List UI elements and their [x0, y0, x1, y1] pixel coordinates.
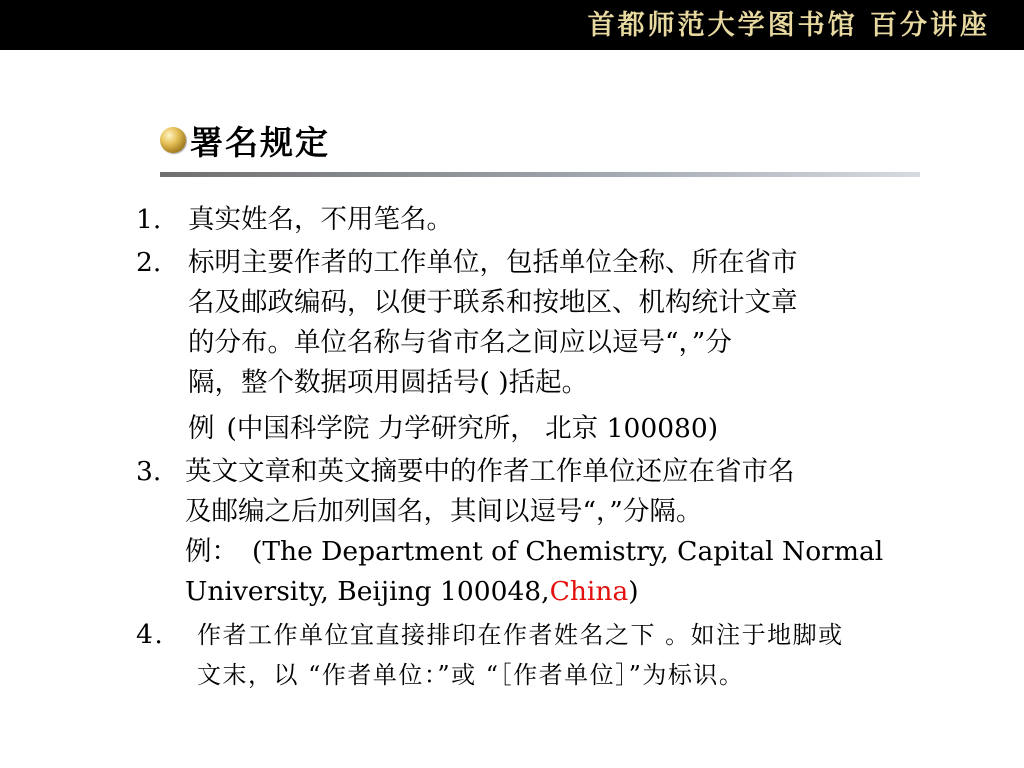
- header-bar: [0, 0, 1024, 50]
- item-line: 的分布。单位名称与省市名之间应以逗号“，”分: [188, 327, 732, 358]
- item-line: 隔，整个数据项用圆括号( )括起。: [188, 367, 589, 398]
- section-heading: [160, 118, 330, 162]
- heading-divider: [160, 172, 920, 177]
- example-line: [133, 409, 993, 449]
- item-number: 4.: [136, 619, 165, 650]
- example-line-english-2: [185, 572, 993, 612]
- example-text-close: ): [628, 576, 639, 607]
- list-item-1: [133, 200, 993, 240]
- gold-sphere-bullet-icon: [160, 127, 186, 153]
- item-line: 真实姓名，不用笔名。: [188, 204, 453, 235]
- item-number: 3.: [136, 456, 162, 487]
- section-title: 署名规定: [190, 122, 330, 162]
- rules-list: [133, 200, 993, 695]
- example-label: 例: [188, 413, 215, 444]
- item-line: 名及邮政编码，以便于联系和按地区、机构统计文章: [188, 287, 798, 318]
- example-text: (中国科学院 力学研究所， 北京 100080): [226, 413, 719, 444]
- list-item-3: [133, 452, 993, 612]
- header-title: 首都师范大学图书馆 百分讲座: [587, 10, 990, 41]
- example-text: (The Department of Chemistry, Capital Normal: [252, 536, 884, 567]
- item-number: 2.: [136, 247, 162, 278]
- example-label: 例：: [185, 536, 238, 567]
- item-line: 英文文章和英文摘要中的作者工作单位还应在省市名: [185, 456, 795, 487]
- example-line-english: [185, 532, 993, 572]
- list-item-2: [133, 243, 993, 403]
- item-line: 文末，以 “作者单位：”或 “［作者单位］”为标识。: [197, 661, 745, 689]
- item-line: 作者工作单位宜直接排印在作者姓名之下 。如注于地脚或: [197, 621, 844, 649]
- country-highlight: China: [549, 576, 629, 607]
- list-item-4: [133, 615, 993, 695]
- item-number: 1.: [136, 204, 162, 235]
- example-text: University, Beijing 100048,: [185, 576, 550, 607]
- item-line: 标明主要作者的工作单位，包括单位全称、所在省市: [188, 247, 798, 278]
- item-line: 及邮编之后加列国名，其间以逗号“，”分隔。: [185, 496, 703, 527]
